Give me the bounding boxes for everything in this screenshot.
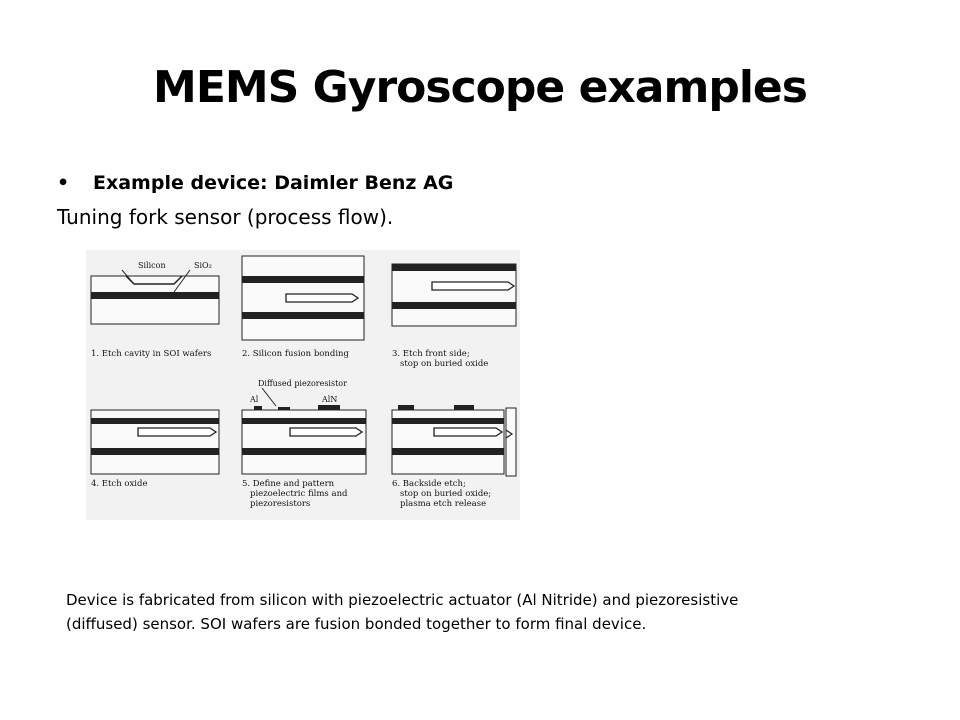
caption-line-1: Device is fabricated from silicon with piezoelectric actuator (Al Nitride) and piezoresistive <box>66 591 739 609</box>
al-pad <box>398 405 414 410</box>
top-oxide-layer <box>392 264 516 271</box>
diffused-leader-line <box>262 388 276 406</box>
step-6-panel <box>392 405 516 509</box>
bottom-oxide-layer <box>392 302 516 309</box>
step-5-caption-line3: piezoresistors <box>250 499 311 509</box>
al-pad <box>254 406 262 410</box>
step-4-caption: 4. Etch oxide <box>91 479 148 489</box>
step-3-panel <box>392 264 516 369</box>
label-aln: AlN <box>322 395 338 404</box>
step-6-caption-line3: plasma etch release <box>400 499 487 509</box>
cavity-shape <box>434 428 502 436</box>
label-silicon: Silicon <box>138 261 166 270</box>
cavity-shape <box>290 428 362 436</box>
wafer-body <box>392 264 516 326</box>
step-1-panel <box>91 261 219 359</box>
cavity-shape <box>286 294 358 302</box>
buried-oxide-layer <box>91 292 219 299</box>
bullet-item <box>57 172 453 194</box>
top-oxide-layer <box>242 418 366 424</box>
caption-line-2: (diffused) sensor. SOI wafers are fusion bonded together to form final device. <box>66 615 647 633</box>
step-2-caption: 2. Silicon fusion bonding <box>242 349 349 359</box>
top-oxide-layer <box>392 418 504 424</box>
step-3-caption-line2: stop on buried oxide <box>400 359 489 369</box>
step-3-caption-line1: 3. Etch front side; <box>392 349 470 359</box>
diffused-resistor <box>278 407 290 410</box>
bottom-oxide-layer <box>91 448 219 455</box>
bottom-oxide-layer <box>242 312 364 319</box>
step-5-caption-line1: 5. Define and pattern <box>242 479 335 489</box>
step-2-panel <box>242 256 364 359</box>
label-sio2: SiO₂ <box>194 261 212 270</box>
step-6-caption-line1: 6. Backside etch; <box>392 479 466 489</box>
aln-film <box>318 405 340 410</box>
top-oxide-layer <box>242 276 364 283</box>
step-4-panel <box>91 410 219 489</box>
cavity-shape <box>432 282 514 290</box>
wafer-body <box>91 276 219 324</box>
bullet-marker: • <box>57 172 70 194</box>
bullet-text: Example device: Daimler Benz AG <box>93 172 454 194</box>
step-6-caption-line2: stop on buried oxide; <box>400 489 492 499</box>
process-flow-figure <box>86 250 520 520</box>
step-5-panel <box>242 379 366 509</box>
released-structure <box>506 408 516 476</box>
top-oxide-layer <box>91 418 219 424</box>
step-5-caption-line2: piezoelectric films and <box>250 489 348 499</box>
cavity-shape <box>138 428 216 436</box>
label-al: Al <box>250 395 259 404</box>
description-caption <box>66 588 866 636</box>
step-1-caption: 1. Etch cavity in SOI wafers <box>91 349 212 359</box>
bottom-oxide-layer <box>242 448 366 455</box>
slide-title: MEMS Gyroscope examples <box>153 62 807 113</box>
label-diffused: Diffused piezoresistor <box>258 379 347 388</box>
aln-film <box>454 405 474 410</box>
bottom-oxide-layer <box>392 448 504 455</box>
subtitle-text: Tuning fork sensor (process flow). <box>57 205 394 229</box>
